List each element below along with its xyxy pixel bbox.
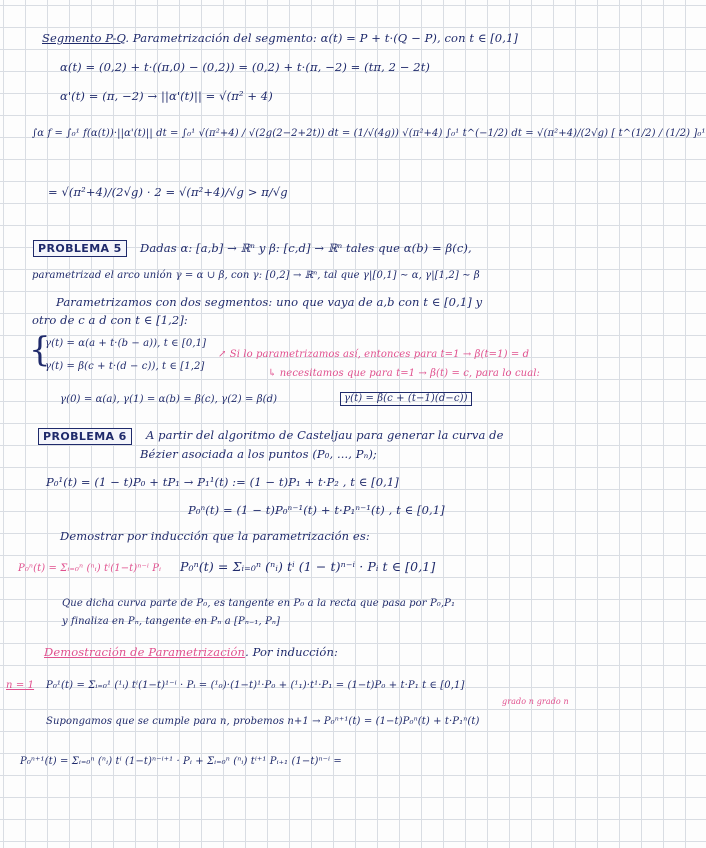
system-brace: { [29, 330, 51, 370]
p5-line-5: γ(0) = α(a), γ(1) = α(b) = β(c), γ(2) = β(d) [60, 394, 278, 405]
p5-note-1: ↗ Si lo parametrizamos así, entonces para t=1 → β(t=1) = d [218, 349, 530, 360]
demo-title-rest: . Por inducción: [245, 645, 338, 659]
p6-line-3: P₀¹(t) = (1 − t)P₀ + tP₁ → P₁¹(t) := (1 − t)P₁ + t·P₂ , t ∈ [0,1] [46, 475, 399, 489]
integral-result: = √(π²+4)/(2√g) · 2 = √(π²+4)/√g > π/√g [48, 185, 288, 199]
p6-line-6: Que dicha curva parte de P₀, es tangente en P₀ a la recta que pasa por P₀,P₁ [62, 598, 456, 609]
p6-side-formula: P₀ⁿ(t) = Σᵢ₌₀ⁿ (ⁿᵢ) tⁱ(1−t)ⁿ⁻ⁱ Pᵢ [18, 563, 162, 574]
p6-line-7: y finaliza en Pₙ, tangente en Pₙ a [Pₙ₋₁, Pₙ] [62, 616, 281, 627]
p5-line-4: otro de c a d con t ∈ [1,2]: [32, 313, 188, 327]
system-eq-2: γ(t) = β(c + t·(d − c)), t ∈ [1,2] [45, 361, 205, 372]
demo-line-3: P₀ⁿ⁺¹(t) = Σᵢ₌₀ⁿ (ⁿᵢ) tⁱ (1−t)ⁿ⁻ⁱ⁺¹ · Pᵢ + Σᵢ₌₀ⁿ (ⁿᵢ) tⁱ⁺¹ Pᵢ₊₁ (1−t)ⁿ⁻ⁱ = [20, 756, 342, 767]
p6-line-5: Demostrar por inducción que la parametrización es: [60, 529, 370, 543]
p5-line-2: parametrizad el arco unión γ = α ∪ β, con γ: [0,2] → ℝⁿ, tal que γ|[0,1] ∼ α, γ|[1,2] ∼ β [32, 270, 480, 281]
segment-line-1: α(t) = (0,2) + t·((π,0) − (0,2)) = (0,2) + t·(π, −2) = (tπ, 2 − 2t) [60, 60, 431, 74]
segment-heading-rest: . Parametrización del segmento: α(t) = P + t·(Q − P), con t ∈ [0,1] [125, 31, 518, 45]
demo-title: Demostración de Parametrización [44, 645, 246, 659]
segment-line-heading [42, 32, 518, 45]
grado-note: grado n grado n [502, 697, 569, 706]
p5-answer: γ(t) = β(c + (t−1)(d−c)) [340, 392, 472, 406]
segment-heading: Segmento P-Q [42, 31, 126, 45]
problema-6-tag: PROBLEMA 6 [38, 428, 132, 445]
system-eq-1: γ(t) = α(a + t·(b − a)), t ∈ [0,1] [45, 338, 207, 349]
p5-note-2: ↳ necesitamos que para t=1 → β(t) = c, para lo cual: [268, 368, 541, 379]
demo-line-2: Supongamos que se cumple para n, probemos n+1 → P₀ⁿ⁺¹(t) = (1−t)P₀ⁿ(t) + t·P₁ⁿ(t) [46, 716, 480, 727]
integral-line: ∫α f = ∫₀¹ f(α(t))·||α'(t)|| dt = ∫₀¹ √(π²+4) / √(2g(2−2+2t)) dt = (1/√(4g)) √(π²+4) ∫₀¹ t^(−1/2) dt = √(π²+4)/(2√g) [ t^(1/2) / (1/2) ]₀¹ [32, 128, 706, 139]
p6-line-1: A partir del algoritmo de Casteljau para generar la curva de [146, 428, 504, 442]
segment-line-2: α'(t) = (π, −2) → ||α'(t)|| = √(π² + 4) [60, 89, 273, 103]
p6-line-2: Bézier asociada a los puntos (P₀, ..., Pₙ); [140, 447, 377, 461]
p6-formula: P₀ⁿ(t) = Σᵢ₌₀ⁿ (ⁿᵢ) tⁱ (1 − t)ⁿ⁻ⁱ · Pᵢ t ∈ [0,1] [180, 559, 436, 574]
p5-line-3: Parametrizamos con dos segmentos: uno que vaya de a,b con t ∈ [0,1] y [56, 295, 483, 309]
demo-heading-line [44, 646, 338, 659]
p6-line-4: P₀ⁿ(t) = (1 − t)P₀ⁿ⁻¹(t) + t·P₁ⁿ⁻¹(t) , t ∈ [0,1] [188, 503, 445, 517]
p5-line-1: Dadas α: [a,b] → ℝⁿ y β: [c,d] → ℝⁿ tales que α(b) = β(c), [140, 241, 472, 255]
n1-label: n = 1 [6, 680, 35, 691]
problema-5-tag: PROBLEMA 5 [33, 240, 127, 257]
n1-line: P₀¹(t) = Σᵢ₌₀¹ (¹ᵢ) tⁱ(1−t)¹⁻ⁱ · Pᵢ = (¹₀)·(1−t)¹·P₀ + (¹₁)·t¹·P₁ = (1−t)P₀ + t·P₁ t ∈ [0,1] [46, 680, 465, 691]
